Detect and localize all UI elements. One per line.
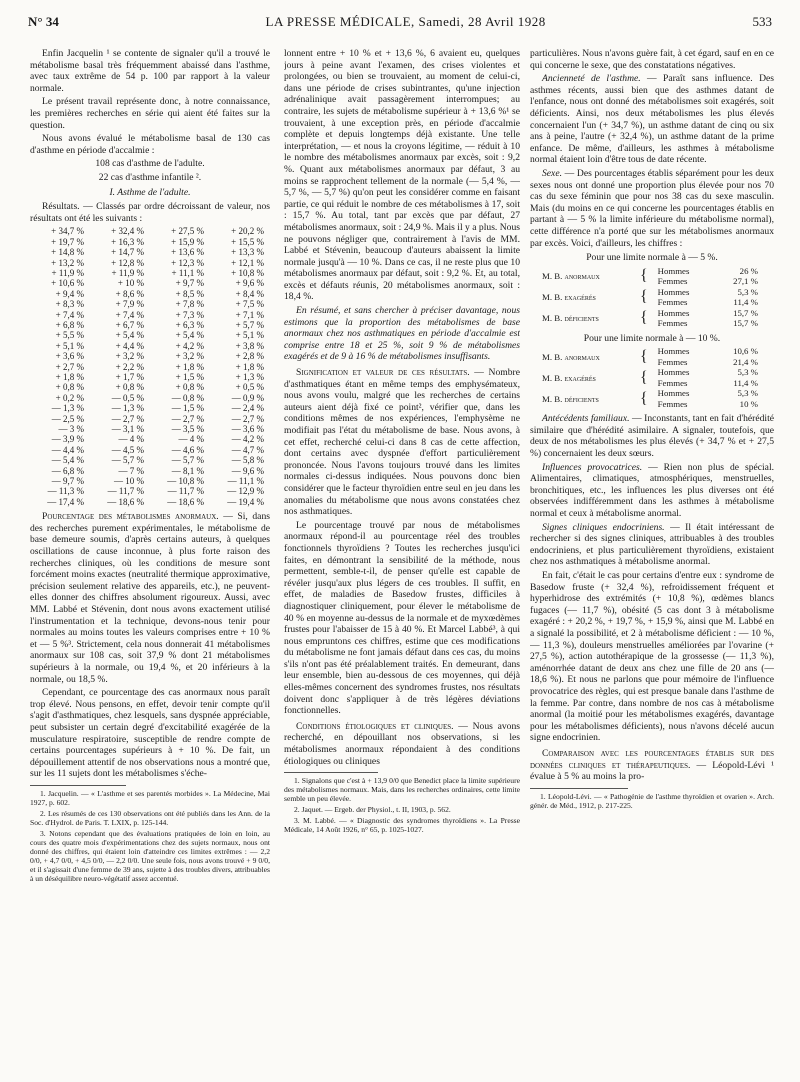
sex-label: Femmes bbox=[657, 398, 688, 409]
results-cell: — 4,7 % bbox=[231, 444, 264, 455]
sex-table-row bbox=[530, 346, 774, 357]
results-cell: — 4 % bbox=[118, 434, 144, 445]
sex-table-row bbox=[530, 367, 774, 378]
footnote: 1. Signalons que c'est à + 13,9 0/0 que Benedict place la limite supérieure des métabolismes normaux. Mais, dans les recherches ordinaires, cette limite semble un peu élevée. bbox=[284, 776, 520, 804]
results-cell: — 4 % bbox=[178, 434, 204, 445]
results-cell: — 1,5 % bbox=[171, 403, 204, 414]
results-row bbox=[30, 299, 270, 309]
signes-heading: Signes cliniques endocriniens. bbox=[542, 521, 665, 533]
pct-unit: % bbox=[750, 388, 758, 399]
table2-limit: Pour une limite normale à — 10 %. bbox=[583, 332, 721, 344]
footnote: 3. Notons cependant que des évaluations pratiquées de loin en loin, au cours des quatre mois d'expérimentations chez des sujets normaux, nous ont donné des chiffres, qui étaient loin d'atteindre ces limites extrêmes : — 2,2 0/0, + 4,7 0/0, + 4,5 0/0, — 2,2 0/0. Une seule fois, nous avons trouvé + 9 0/0, et il s'agissait d'une femme de 39 ans, sujette à des troubles divers, attribuables à un déséquilibre neuro-végétatif assez accentué. bbox=[30, 828, 270, 883]
column-3 bbox=[530, 48, 774, 1074]
brace: { bbox=[640, 347, 648, 365]
results-row bbox=[30, 445, 270, 455]
signes-text: — Il était intéressant de rechercher si des signes cliniques, attribuables à des troubles endocriniens, et plus particulièrement thyroïdiens, existaient chez nos asthmatiques à métabolisme anormal. bbox=[530, 521, 774, 568]
brace: { bbox=[640, 266, 648, 284]
results-cell: — 18,6 % bbox=[107, 496, 144, 507]
results-cell: — 1,3 % bbox=[111, 403, 144, 414]
paragraph: Le présent travail représente donc, à notre connaissance, les premières recherches en série qui aient été faites sur la question. bbox=[30, 96, 270, 131]
results-cell: + 1,8 % bbox=[55, 372, 84, 382]
results-cell: + 9,6 % bbox=[235, 278, 264, 289]
sex-label: Hommes bbox=[657, 286, 690, 297]
results-cell: + 0,5 % bbox=[235, 382, 264, 393]
results-row bbox=[30, 393, 270, 403]
pct-number: 5,3 bbox=[737, 367, 749, 378]
footnotes-col1 bbox=[30, 789, 270, 883]
group-label: M. B. exagérés bbox=[542, 291, 596, 302]
results-cell: — 6,8 % bbox=[51, 465, 84, 476]
results-cell: + 0,8 % bbox=[115, 382, 144, 393]
influences-paragraph bbox=[530, 462, 774, 520]
pct-number: 27,1 bbox=[733, 276, 749, 287]
sexe-paragraph bbox=[530, 168, 774, 249]
results-row bbox=[30, 258, 270, 268]
pct-value bbox=[709, 388, 774, 399]
pct-number: 11,4 bbox=[733, 377, 749, 388]
results-cell: + 12,3 % bbox=[171, 257, 204, 268]
sex-table-row bbox=[530, 287, 774, 298]
results-cell: + 3,2 % bbox=[115, 351, 144, 362]
results-row bbox=[30, 237, 270, 247]
footnote: 1. Léopold-Lévi. — « Pathogénie de l'asthme thyroïdien et ovarien ». Arch. génér. de Méd., 1912, p. 217-225. bbox=[530, 791, 774, 810]
results-cell: + 11,9 % bbox=[111, 267, 144, 278]
pct-number: 10,6 bbox=[733, 346, 749, 357]
footnote: 3. M. Labbé. — « Diagnostic des syndromes thyroïdiens ». La Presse Médicale, 14 Août 1926, n° 65, p. 1025-1027. bbox=[284, 816, 520, 835]
results-cell: + 5,1 % bbox=[55, 340, 84, 351]
sex-table-2 bbox=[530, 346, 774, 409]
pourcentage-heading: Pourcentage des métabolismes anormaux. bbox=[42, 511, 219, 523]
results-cell: + 14,8 % bbox=[51, 247, 84, 258]
results-cell: + 2,2 % bbox=[115, 361, 144, 372]
results-cell: + 1,7 % bbox=[115, 372, 144, 382]
pct-unit: % bbox=[750, 297, 758, 308]
results-row bbox=[30, 466, 270, 476]
results-cell: + 0,8 % bbox=[175, 382, 204, 393]
footnote: 2. Jaquet. — Ergeb. der Physiol., t. II, 1903, p. 562. bbox=[294, 805, 451, 815]
paragraph: En fait, c'était le cas pour certains d'entre eux : syndrome de Basedow fruste (+ 32,4 %), refroidissement fréquent et hyperhidrose des extrémités (+ 10,8 %), œdèmes blancs fugaces (— 11,7 %), obésité (5 cas dont 3 à métabolisme exagéré : + 20,2 %, + 19,7 %, + 15,9 %, ainsi que M. Labbé en a signalé la possibilité, et 2 à métabolisme déficient : — 10 %, — 11,3 %), douleurs menstruelles améliorées par l'ovarine (+ 27,5 %), action autothérapique de la grossesse (— 11,3 %), aménorrhée datant de deux ans chez une fille de 20 ans (— 18,6 %). Et nous ne parlons que pour mémoire de l'influence provocatrice des règles, qui est presque banale dans l'asthme de la femme. Par contre, dans nombre de nos cas à métabolisme anormal (la moitié pour les métabolismes exagérés, davantage pour les métabolismes déficients), nous n'avons décelé aucun signe endocrinien. bbox=[530, 570, 774, 744]
results-cell: + 5,4 % bbox=[115, 330, 144, 341]
paragraph: Cependant, ce pourcentage des cas anormaux nous paraît trop élevé. Nous pensons, en effet, devoir tenir compte qu'il s'agit d'asthmatiques, chez lesquels, sans dyspnée appréciable, peut subsister un certain degré d'excitabilité exagérée de la musculature respiratoire, susceptible de rendre compte de certains pourcentages supérieurs à + 10 %. De fait, un dépouillement attentif de nos observations nous a montré que, sur les 11 sujets dont les métabolismes s'éche- bbox=[30, 687, 270, 780]
results-row bbox=[30, 424, 270, 434]
pct-value bbox=[709, 367, 774, 378]
results-row bbox=[30, 310, 270, 320]
results-cell: + 13,6 % bbox=[171, 247, 204, 258]
pct-number: 15,7 bbox=[733, 318, 749, 329]
results-row bbox=[30, 341, 270, 351]
results-cell: — 5,7 % bbox=[111, 455, 144, 466]
pct-value bbox=[709, 357, 774, 368]
results-cell: + 14,7 % bbox=[111, 247, 144, 258]
results-cell: — 11,7 % bbox=[107, 486, 144, 497]
journal-title: LA PRESSE MÉDICALE, Samedi, 28 Avril 1928 bbox=[265, 14, 546, 29]
sex-table-1 bbox=[530, 266, 774, 329]
antecedents-text: — Inconstants, tant en fait d'hérédité similaire que d'hérédité asimilaire. A signaler, toutefois, que deux de nos métabolismes les plus élevés (+ 34,7 % et + 27,5 %) concernaient les deux sœurs. bbox=[530, 413, 774, 460]
group-label: M. B. anormaux bbox=[542, 351, 600, 362]
results-cell: + 1,5 % bbox=[175, 372, 204, 382]
signification-text: — Nombre d'asthmatiques étant en même temps des emphysémateux, nous avons voulu, malgré que les recherches de certains auteurs aient déjà fixé ce point², vérifier que, dans les conditions mêmes de nos expériences, l'emphysème ne modifiait pas l'état du métabolisme de base. Nous avons, à cet effet, recherché celui-ci dans 8 cas de cette affection, dont certains avec dyspnée d'effort particulièrement prononcée. Nous l'avons toujours trouvé dans les limites normales ci-dessus indiquées. Nous pouvons donc bien considérer que le facteur thyroïdien entre seul en jeu dans les anomalies du métabolisme que nous avons constatées chez nos asthmatiques. bbox=[284, 367, 520, 518]
pct-unit: % bbox=[750, 276, 758, 287]
results-cell: — 19,4 % bbox=[227, 496, 264, 507]
results-cell: — 3,5 % bbox=[171, 424, 204, 435]
comparaison-paragraph bbox=[530, 748, 774, 783]
pct-number: 10 bbox=[739, 398, 749, 409]
results-cell: + 7,4 % bbox=[55, 309, 84, 320]
results-cell: + 2,7 % bbox=[55, 361, 84, 372]
results-cell: + 3,2 % bbox=[175, 351, 204, 362]
results-cell: + 19,7 % bbox=[51, 236, 84, 247]
sex-label: Hommes bbox=[657, 307, 690, 318]
results-cell: — 5,7 % bbox=[171, 455, 204, 466]
results-cell: — 0,5 % bbox=[111, 392, 144, 403]
sex-label: Hommes bbox=[657, 346, 690, 357]
influences-heading: Influences provocatrices. bbox=[542, 461, 643, 473]
results-row bbox=[30, 268, 270, 278]
cases-child: 22 cas d'asthme infantile ². bbox=[98, 171, 202, 183]
results-cell: + 8,4 % bbox=[235, 288, 264, 299]
results-cell: + 20,2 % bbox=[231, 226, 264, 237]
pct-value bbox=[709, 276, 774, 287]
table1-limit: Pour une limite normale à — 5 %. bbox=[586, 252, 718, 264]
pct-value bbox=[709, 399, 774, 410]
paragraph: Nous avons évalué le métabolisme basal de 130 cas d'asthme en période d'accalmie : bbox=[30, 133, 270, 156]
results-cell: + 7,9 % bbox=[115, 299, 144, 310]
results-row bbox=[30, 414, 270, 424]
paragraph: Enfin Jacquelin ¹ se contente de signaler qu'il a trouvé le métabolisme basal très fréquemment abaissé dans l'asthme, avec taux extrême de 54 p. 100 par rapport à la valeur normale. bbox=[30, 48, 270, 94]
signification-heading: Signification et valeur de ces résultats. bbox=[296, 367, 470, 379]
results-cell: — 4,6 % bbox=[171, 444, 204, 455]
results-row bbox=[30, 403, 270, 413]
pct-unit: % bbox=[750, 265, 758, 276]
results-cell: — 4,4 % bbox=[51, 444, 84, 455]
results-cell: — 2,7 % bbox=[111, 413, 144, 424]
results-cell: + 1,3 % bbox=[235, 372, 264, 382]
results-row bbox=[30, 320, 270, 330]
results-cell: — 11,3 % bbox=[47, 486, 84, 497]
group-label: M. B. déficients bbox=[542, 393, 599, 404]
results-cell: + 11,9 % bbox=[51, 267, 84, 278]
results-cell: — 3,1 % bbox=[111, 424, 144, 435]
sex-label: Femmes bbox=[657, 377, 688, 388]
results-cell: + 4,4 % bbox=[115, 340, 144, 351]
running-header bbox=[28, 14, 772, 38]
footnotes-col3 bbox=[530, 792, 774, 810]
pct-number: 5,3 bbox=[737, 286, 749, 297]
results-cell: + 15,9 % bbox=[171, 236, 204, 247]
sex-table-row bbox=[530, 388, 774, 399]
results-cell: — 10 % bbox=[114, 476, 144, 487]
pct-value bbox=[709, 308, 774, 319]
results-cell: + 13,2 % bbox=[51, 257, 84, 268]
footnote: 2. Les résumés de ces 130 observations ont été publiés dans les Ann. de la Soc. d'Hydrol. de Paris. T. LXIX, p. 125-144. bbox=[30, 808, 270, 827]
folio: 533 bbox=[752, 14, 772, 29]
sex-table-row bbox=[530, 266, 774, 277]
paragraph: particulières. Nous n'avons guère fait, à cet égard, sauf en en ce qui concerne le sexe, que des constatations négatives. bbox=[530, 48, 774, 71]
summary-paragraph: En résumé, et sans chercher à préciser davantage, nous estimons que la proportion des métabolismes de base anormaux chez nos asthmatiques en période d'accalmie est comprise entre 18 et 25 %, soit 9 % de métabolismes exagérés et de 9 à 16 % de métabolismes insuffisants. bbox=[284, 305, 520, 363]
pct-number: 11,4 bbox=[733, 297, 749, 308]
results-row bbox=[30, 351, 270, 361]
paragraph: Le pourcentage trouvé par nous de métabolismes anormaux répond-il au pourcentage réel des troubles fonctionnels thyroïdiens ? Toutes les recherches jusqu'ici faites, en démontrant la sensibilité de la méthode, nous permettent, semble-t-il, de penser qu'elle est capable de révéler jusqu'aux plus légers de ces troubles. Il suffit, en effet, de maladies de Basedow frustes, difficiles à diagnostiquer cliniquement, pour élever le métabolisme de 40 % en moyenne au-dessus de la normale et de myxœdèmes frustes pour l'abaisser de 15 à 40 %. Et Marcel Labbé³, à qui nous empruntons ces chiffres, estime que ces modifications du métabolisme ne font jamais défaut dans ces cas, du moins s'ils n'ont pas été préalablement traités. En demeurant, dans leur ensemble, bien au-dessous de ces moyennes, qui déjà elles-mêmes concernent des syndromes frustes, nos résultats doivent donc s'appliquer à de très légères déviations fonctionnelles. bbox=[284, 519, 520, 717]
pct-unit: % bbox=[750, 307, 758, 318]
results-row bbox=[30, 278, 270, 288]
pct-number: 26 bbox=[739, 265, 749, 276]
results-cell: — 4,2 % bbox=[231, 434, 264, 445]
results-cell: + 10 % bbox=[117, 278, 144, 289]
results-cell: — 0,9 % bbox=[231, 392, 264, 403]
paragraph: lonnent entre + 10 % et + 13,6 %, 6 avaient eu, quelques jours à peine avant l'examen, des crises violentes et prolongées, ou bien se trouvaient, au moment de celui-ci, dans une période de crises subintrantes, qu'une injection adrénalinique avait passagèrement interrompues; au contraire, les sujets de métabolisme supérieur à + 13,6 %¹ se trouvaient, à une exception près, en période d'accalmie complète et depuis longtemps déjà existante. Une telle interprétation, — et nous la croyons légitime, — réduit à 10 le nombre des métabolismes anormaux par excès, soit : 9,2 %. Quant aux métabolismes anormaux par défaut, 3 au moins se rapprochent tellement de la normale (— 5,4 %, — 5,7 %, — 5,7 %) qu'on peut les considérer comme en faisant partie, ce qui réduit le nombre de ces métabolismes à 17, soit : 15,7 %. Au total, tant par excès que par défaut, 27 métabolismes anormaux, soit : 24,9 %. Mais il y a plus. Nous ne pouvons négliger que, contrairement à l'avis de MM. Labbé et Stévenin, beaucoup d'auteurs abaissent la limite normale jusqu'à — 10 %. Dans ce cas, il ne reste plus que 10 métabolismes anormaux par défaut, soit : 9,2 %. Et, au total, excès et défauts réunis, 20 métabolismes anormaux, soit : 18,4 %. bbox=[284, 48, 520, 303]
results-cell: + 3,8 % bbox=[235, 340, 264, 351]
results-row bbox=[30, 382, 270, 392]
results-row bbox=[30, 362, 270, 372]
pct-value bbox=[709, 378, 774, 389]
results-cell: + 8,3 % bbox=[55, 299, 84, 310]
results-cell: — 11,7 % bbox=[167, 486, 204, 497]
results-cell: + 0,8 % bbox=[55, 382, 84, 393]
results-cell: + 13,3 % bbox=[231, 247, 264, 258]
results-row bbox=[30, 476, 270, 486]
results-cell: — 1,3 % bbox=[51, 403, 84, 414]
results-cell: + 5,1 % bbox=[235, 330, 264, 341]
results-cell: + 9,7 % bbox=[175, 278, 204, 289]
sexe-text: — Des pourcentages établis séparément pour les deux sexes nous ont donné une proportion plus élevée pour nos 70 cas du sexe féminin que pour nos 38 cas du sexe masculin. Mais (du moins en ce qui concerne les pourcentages établis en partant à — 5 % la limite inférieure du métabolisme normal), cette différence n'a porté que sur les métabolismes anormaux par excès. Voici, d'ailleurs, les chiffres : bbox=[530, 167, 774, 249]
group-label: M. B. déficients bbox=[542, 312, 599, 323]
pct-number: 21,4 bbox=[733, 356, 749, 367]
pct-number: 15,7 bbox=[733, 307, 749, 318]
results-row bbox=[30, 434, 270, 444]
pct-unit: % bbox=[750, 356, 758, 367]
page-number: N° 34 bbox=[28, 14, 59, 29]
section-title: I. Asthme de l'adulte. bbox=[109, 186, 191, 198]
footnotes-col2 bbox=[284, 776, 520, 834]
results-cell: — 2,7 % bbox=[171, 413, 204, 424]
conditions-paragraph bbox=[284, 721, 520, 767]
results-row bbox=[30, 226, 270, 236]
signification-paragraph bbox=[284, 367, 520, 518]
results-cell: + 6,7 % bbox=[115, 319, 144, 330]
results-cell: + 11,1 % bbox=[171, 267, 204, 278]
results-row bbox=[30, 455, 270, 465]
results-cell: — 4,5 % bbox=[111, 444, 144, 455]
sex-table-row bbox=[530, 308, 774, 319]
results-cell: + 5,4 % bbox=[175, 330, 204, 341]
results-cell: + 3,6 % bbox=[55, 351, 84, 362]
results-cell: — 3,6 % bbox=[231, 424, 264, 435]
brace: { bbox=[640, 308, 648, 326]
results-cell: + 7,4 % bbox=[115, 309, 144, 320]
cases-adult: 108 cas d'asthme de l'adulte. bbox=[95, 158, 205, 170]
results-cell: — 11,1 % bbox=[227, 476, 264, 487]
results-cell: + 7,8 % bbox=[175, 299, 204, 310]
results-cell: + 34,7 % bbox=[51, 226, 84, 237]
results-cell: — 18,6 % bbox=[167, 496, 204, 507]
conditions-text: — Nous avons recherché, en dépouillant nos observations, si les métabolismes anormaux répondaient à des conditions étiologiques ou cliniques bbox=[284, 720, 520, 767]
results-row bbox=[30, 486, 270, 496]
results-cell: + 8,5 % bbox=[175, 288, 204, 299]
results-cell: + 7,5 % bbox=[235, 299, 264, 310]
results-cell: — 3 % bbox=[58, 424, 84, 435]
results-cell: — 9,6 % bbox=[231, 465, 264, 476]
results-cell: + 6,8 % bbox=[55, 319, 84, 330]
results-table bbox=[30, 226, 270, 507]
pct-value bbox=[709, 287, 774, 298]
brace: { bbox=[640, 368, 648, 386]
pourcentage-text: — Si, dans des recherches purement expérimentales, le métabolisme de base demeure soumis, d'après certains auteurs, à quelques oscillations de cause inconnue, à plus forte raison des recherches cliniques, où les conditions de mesure sont forcément moins exactes (neutralité thermique approximative, précision seulement relative des appareils, etc.), ne peuvent-elles donner des chiffres absolument rigoureux. Aussi, avec MM. Labbé et Stévenin, dont nous avons exactement utilisé l'instrumentation et la technique, devons-nous tenir pour normales au moins toutes les valeurs comprises entre + 10 % et — 5 %³. Strictement, cela nous donnerait 41 métabolismes anormaux sur 108 cas, soit 37,9 % dont 21 métabolismes supérieurs à la normale, ou 19,4 %, et 20 inférieurs à la normale, ou 18,5 %. bbox=[30, 511, 270, 685]
results-cell: + 10,8 % bbox=[231, 267, 264, 278]
results-row bbox=[30, 289, 270, 299]
results-cell: + 2,8 % bbox=[235, 351, 264, 362]
pct-value bbox=[709, 346, 774, 357]
results-cell: + 5,5 % bbox=[55, 330, 84, 341]
results-cell: + 4,2 % bbox=[175, 340, 204, 351]
results-cell: + 0,2 % bbox=[55, 392, 84, 403]
pct-unit: % bbox=[750, 318, 758, 329]
results-cell: — 10,8 % bbox=[167, 476, 204, 487]
pct-value bbox=[709, 297, 774, 308]
pct-number: 5,3 bbox=[737, 388, 749, 399]
results-cell: + 5,7 % bbox=[235, 319, 264, 330]
results-cell: + 10,6 % bbox=[51, 278, 84, 289]
results-cell: + 32,4 % bbox=[111, 226, 144, 237]
results-cell: + 15,5 % bbox=[231, 236, 264, 247]
results-cell: — 7 % bbox=[118, 465, 144, 476]
results-cell: — 5,4 % bbox=[51, 455, 84, 466]
results-cell: + 1,8 % bbox=[175, 361, 204, 372]
results-cell: — 2,7 % bbox=[231, 413, 264, 424]
results-cell: — 5,8 % bbox=[231, 455, 264, 466]
brace: { bbox=[640, 389, 648, 407]
results-cell: — 0,8 % bbox=[171, 392, 204, 403]
results-lead: Résultats. — Classés par ordre décroissant de valeur, nos résultats ont été les suivants : bbox=[30, 201, 270, 224]
anciennete-text: — Paraît sans influence. Des asthmes récents, aussi bien que des asthmes datant de l'enfance, nous ont donné des métabolismes soit exagérés, soit déficients. Ainsi, nos deux métabolismes les plus élevés concernaient l'un (+ 34,7 %), un asthme datant de cinq ou six ans à peine, l'autre (+ 32,4 %), un asthme datant de la prime enfance. De même, d'ailleurs, les asthmes à métabolisme normal étaient loin d'être tous de date récente. bbox=[530, 73, 774, 166]
results-cell: — 8,1 % bbox=[171, 465, 204, 476]
results-row bbox=[30, 330, 270, 340]
results-cell: — 2,4 % bbox=[231, 403, 264, 414]
results-cell: + 16,3 % bbox=[111, 236, 144, 247]
group-label: M. B. exagérés bbox=[542, 372, 596, 383]
sexe-heading: Sexe. bbox=[542, 167, 562, 179]
sex-label: Femmes bbox=[657, 297, 688, 308]
results-cell: — 12,9 % bbox=[227, 486, 264, 497]
brace: { bbox=[640, 287, 648, 305]
results-cell: + 1,8 % bbox=[235, 361, 264, 372]
antecedents-paragraph bbox=[530, 413, 774, 459]
group-label: M. B. anormaux bbox=[542, 270, 600, 281]
sex-label: Hommes bbox=[657, 388, 690, 399]
results-cell: — 2,5 % bbox=[51, 413, 84, 424]
results-cell: + 9,4 % bbox=[55, 288, 84, 299]
results-cell: — 17,4 % bbox=[47, 496, 84, 507]
pct-unit: % bbox=[750, 346, 758, 357]
sex-label: Femmes bbox=[657, 276, 688, 287]
footnote: 1. Jacquelin. — « L'asthme et ses parentés morbides ». La Médecine, Mai 1927, p. 602. bbox=[30, 788, 270, 807]
pct-unit: % bbox=[750, 377, 758, 388]
results-cell: + 7,1 % bbox=[235, 309, 264, 320]
results-cell: + 12,8 % bbox=[111, 257, 144, 268]
sex-label: Femmes bbox=[657, 318, 688, 329]
results-row bbox=[30, 497, 270, 507]
results-cell: — 9,7 % bbox=[51, 476, 84, 487]
results-cell: + 6,3 % bbox=[175, 319, 204, 330]
pct-value bbox=[709, 318, 774, 329]
antecedents-heading: Antécédents familiaux. bbox=[542, 413, 630, 425]
signes-paragraph bbox=[530, 522, 774, 568]
sex-label: Femmes bbox=[657, 356, 688, 367]
anciennete-heading: Ancienneté de l'asthme. bbox=[542, 73, 641, 85]
conditions-heading: Conditions étiologiques et cliniques. bbox=[296, 720, 454, 732]
results-cell: + 12,1 % bbox=[231, 257, 264, 268]
pct-unit: % bbox=[750, 398, 758, 409]
results-cell: + 7,3 % bbox=[175, 309, 204, 320]
comparaison-heading: Comparaison avec les pourcentages établis sur des données cliniques et thérapeutiques. bbox=[530, 747, 774, 771]
column-1 bbox=[30, 48, 270, 1074]
results-row bbox=[30, 247, 270, 257]
pourcentage-paragraph bbox=[30, 511, 270, 685]
influences-text: — Rien non plus de spécial. Alimentaires, climatiques, atmosphériques, menstruelles, bronchitiques, etc., les influences les plus diverses ont été observées indifféremment dans les asthmes à métabolisme normal et ceux à métabolisme anormal. bbox=[530, 461, 774, 520]
results-cell: + 8,6 % bbox=[115, 288, 144, 299]
column-2 bbox=[284, 48, 520, 1074]
results-row bbox=[30, 372, 270, 382]
pct-value bbox=[709, 266, 774, 277]
pct-unit: % bbox=[750, 367, 758, 378]
sex-label: Hommes bbox=[657, 265, 690, 276]
sex-label: Hommes bbox=[657, 367, 690, 378]
results-cell: — 3,9 % bbox=[51, 434, 84, 445]
comparaison-text: — Léopold-Lévi ¹ évalue à 5 % au moins la pro- bbox=[530, 759, 774, 783]
pct-unit: % bbox=[750, 286, 758, 297]
anciennete-paragraph bbox=[530, 73, 774, 166]
results-cell: + 27,5 % bbox=[171, 226, 204, 237]
